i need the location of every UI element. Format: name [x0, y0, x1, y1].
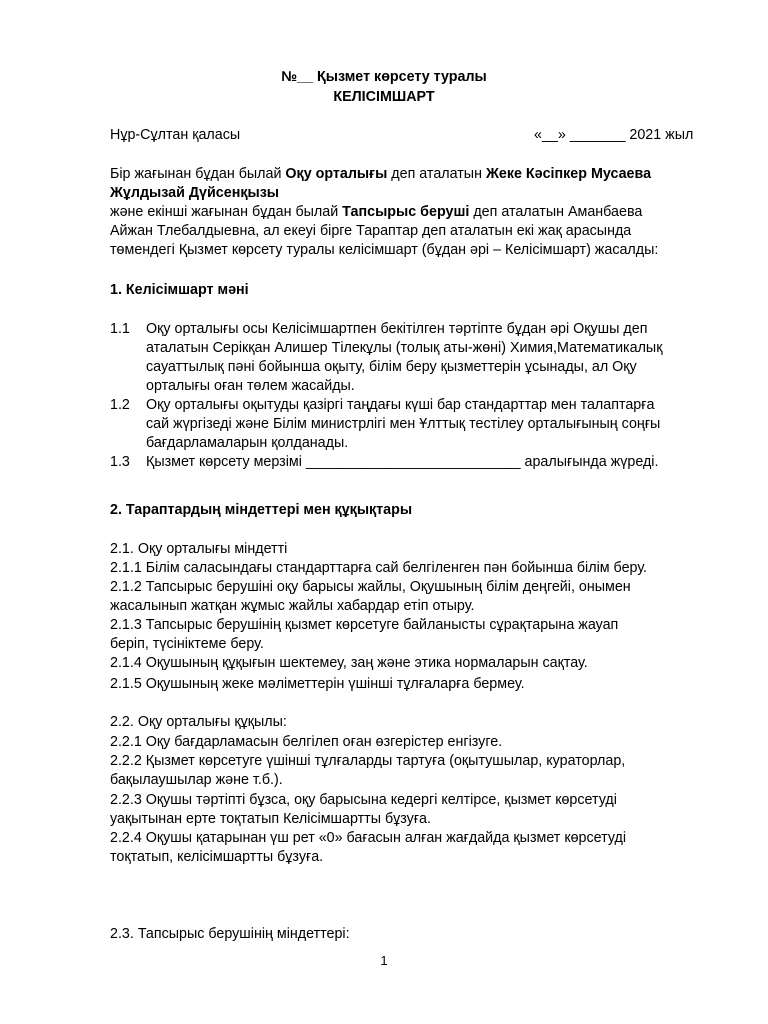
section-2-heading: 2. Тараптардың міндеттері мен құқықтары — [110, 502, 413, 518]
item-1-2-number: 1.2 — [110, 397, 130, 413]
document-title: КЕЛІСІМШАРТ — [333, 89, 435, 105]
item-1-1-line-1: Оқу орталығы осы Келісімшартпен бекітілген тәртіпте бұдан әрі Оқушы деп — [146, 321, 648, 337]
item-2-2-2-line-1: 2.2.2 Қызмет көрсетуге үшінші тұлғаларды тартуға (оқытушылар, кураторлар, — [110, 753, 626, 769]
contract-date: «__» _______ 2021 жыл — [534, 127, 694, 143]
item-1-3-line-1: Қызмет көрсету мерзімі ___________________________ аралығында жүреді. — [146, 454, 659, 470]
page-number: 1 — [380, 953, 388, 968]
item-2-1-3-line-1: 2.1.3 Тапсырыс берушінің қызмет көрсетуге байланысты сұрақтарына жауап — [110, 617, 619, 633]
item-2-1-4: 2.1.4 Оқушының құқығын шектемеу, заң және этика нормаларын сақтау. — [110, 655, 588, 671]
parties-l1-mid: деп аталатын — [387, 166, 486, 182]
parties-line-1 — [110, 165, 651, 184]
item-1-1-line-4: орталығы оған төлем жасайды. — [146, 378, 355, 394]
item-1-3-number: 1.3 — [110, 454, 130, 470]
entrepreneur-name-part2: Жұлдызай Дүйсенқызы — [110, 185, 280, 201]
item-2-1-2-line-1: 2.1.2 Тапсырыс берушіні оқу барысы жайлы, Оқушының білім деңгейі, онымен — [110, 579, 631, 595]
education-center-term: Оқу орталығы — [285, 166, 388, 182]
document-title-number: №__ Қызмет көрсету туралы — [281, 69, 487, 85]
item-2-2-4-line-2: тоқтатып, келісімшартты бұзуға. — [110, 849, 324, 865]
parties-l3-pre: және екінші жағынан бұдан былай — [110, 204, 343, 220]
item-2-2-1: 2.2.1 Оқу бағдарламасын белгілеп оған өзгерістер енгізуге. — [110, 734, 503, 750]
parties-line-3 — [110, 203, 642, 222]
item-2-2-3-line-1: 2.2.3 Оқушы тәртіпті бұзса, оқу барысына кедергі келтірсе, қызмет көрсетуді — [110, 792, 617, 808]
customer-term: Тапсырыс беруші — [342, 204, 470, 220]
city: Нұр-Сұлтан қаласы — [110, 127, 241, 143]
item-1-2-line-1: Оқу орталығы оқытуды қазіргі таңдағы күші бар стандарттар мен талаптарға — [146, 397, 655, 413]
item-1-1-number: 1.1 — [110, 321, 130, 337]
item-2-2-3-line-2: уақытынан ерте тоқтатып Келісімшартты бұзуға. — [110, 811, 431, 827]
item-2-1-1: 2.1.1 Білім саласындағы стандарттарға сай белгіленген пән бойынша білім беру. — [110, 560, 648, 576]
subsection-2-3-title: 2.3. Тапсырыс берушінің міндеттері: — [110, 926, 350, 942]
item-2-2-2-line-2: бақылаушылар және т.б.). — [110, 772, 283, 788]
item-1-2-line-2: сай жүргізеді және Білім министрлігі мен Ұлттық тестілеу орталығының соңғы — [146, 416, 661, 432]
item-2-1-2-line-2: жасалынып жатқан жұмыс жайлы хабардар етіп отыру. — [110, 598, 475, 614]
parties-line-4: Айжан Тлебалдыевна, ал екеуі бірге Тараптар деп аталатын екі жақ арасында — [110, 223, 632, 239]
item-2-1-3-line-2: беріп, түсініктеме беру. — [110, 636, 264, 652]
item-2-2-4-line-1: 2.2.4 Оқушы қатарынан үш рет «0» бағасын алған жағдайда қызмет көрсетуді — [110, 830, 627, 846]
subsection-2-1-title: 2.1. Оқу орталығы міндетті — [110, 541, 288, 557]
item-2-1-5: 2.1.5 Оқушының жеке мәліметтерін үшінші тұлғаларға бермеу. — [110, 676, 525, 692]
item-1-1-line-3: сауаттылық пәні бойынша оқыту, білім беру қызметтерін ұсынады, ал Оқу — [146, 359, 637, 375]
item-1-2-line-3: бағдарламаларын қолданады. — [146, 435, 349, 451]
entrepreneur-name-part1: Жеке Кәсіпкер Мусаева — [485, 166, 652, 182]
item-1-1-line-2: аталатын Серікқан Алишер Тілекұлы (толық аты-жөні) Химия,Математикалық — [146, 340, 663, 356]
subsection-2-2-title: 2.2. Оқу орталығы құқылы: — [110, 714, 287, 730]
parties-l3-post: деп аталатын Аманбаева — [469, 204, 643, 220]
section-1-heading: 1. Келісімшарт мәні — [110, 282, 249, 298]
parties-l1-pre: Бір жағынан бұдан былай — [110, 166, 286, 182]
parties-line-5: төмендегі Қызмет көрсету туралы келісімшарт (бұдан әрі – Келісімшарт) жасалды: — [110, 242, 659, 258]
